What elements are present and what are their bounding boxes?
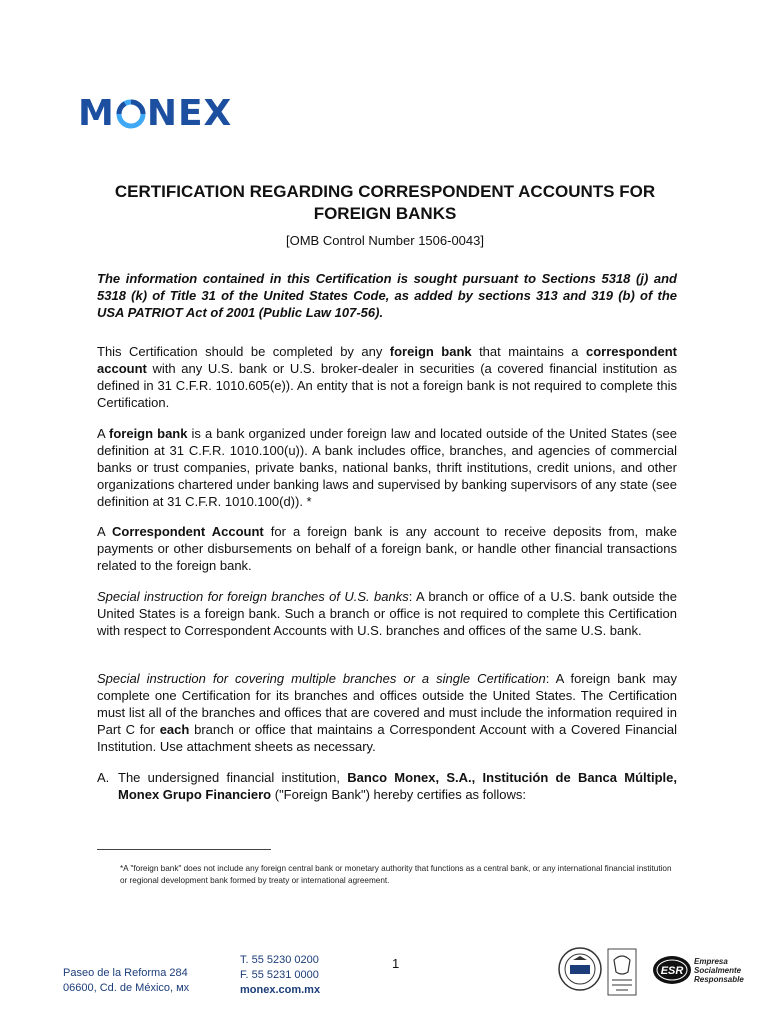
document-title [95, 181, 675, 225]
p5-bold-each: each [159, 722, 190, 737]
logo-text-nex: NEX [146, 92, 233, 134]
esr-line-1: Empresa [694, 957, 728, 966]
p1-text-c: that maintains a [471, 344, 586, 359]
dnv-certification-seal-icon [557, 946, 603, 992]
esr-line-3: Responsable [694, 975, 744, 984]
page-number: 1 [392, 956, 400, 971]
p5-text-b: : A foreign bank may complete one Certification for its branches and offices outside the United States. The Certification must list all of the branches and offices that are covered and must include the information required in Part C for [97, 671, 677, 737]
title-line-2: FOREIGN BANKS [313, 204, 457, 223]
p1-text-e: with any U.S. bank or U.S. broker-dealer in securities (a covered financial institution as defined in 31 C.F.R. 1010.605(e)). An entity that is not a foreign bank is not required to complete this Certification. [97, 361, 677, 410]
accreditation-seal-icon [607, 948, 637, 996]
paragraph-who-completes [97, 343, 677, 411]
footer-phone: T. 55 5230 0200 [240, 954, 319, 966]
paragraph-foreign-bank-definition [97, 425, 677, 510]
p4-italic-heading: Special instruction for foreign branches of U.S. banks [97, 589, 409, 604]
paragraph-special-instruction-us-banks [97, 588, 677, 639]
p3-text-c: for a foreign bank is any account to receive deposits from, make payments or other disbursements on behalf of a foreign bank, or handle other financial transactions related to the foreign bank. [97, 524, 677, 573]
esr-badge-text: ESR [660, 965, 684, 977]
intro-paragraph: The information contained in this Certification is sought pursuant to Sections 5318 (j) and 5318 (k) of Title 31 of the United States Code, as added by sections 313 and 319 (b) of the USA PATRIOT Act of 2001 (Public Law 107-56). [97, 271, 677, 320]
p1-bold-correspondent-account: correspondent account [97, 344, 677, 376]
section-a-label: A. [97, 770, 110, 785]
paragraph-correspondent-account-definition [97, 523, 677, 574]
footer-website-link[interactable]: monex.com.mx [240, 984, 321, 996]
esr-caption [694, 957, 744, 984]
paragraph-special-instruction-branches [97, 670, 677, 755]
section-a-certification [97, 769, 677, 803]
address-line-2: 06600, Cd. de México, мх [63, 982, 190, 994]
p3-bold-correspondent-account: Correspondent Account [112, 524, 264, 539]
p5-italic-heading: Special instruction for covering multiple branches or a single Certification [97, 671, 546, 686]
section-a-institution-name: Banco Monex, S.A., Institución de Banca Múltiple, Monex Grupo Financiero [118, 770, 677, 802]
footer-fax: F. 55 5231 0000 [240, 969, 319, 981]
p5-text-d: branch or office that maintains a Correspondent Account with a Covered Financial Institution. Use attachment sheets as necessary. [97, 722, 677, 754]
p3-text-a: A [97, 524, 112, 539]
p1-text-a: This Certification should be completed by any [97, 344, 390, 359]
section-a-text-c: ("Foreign Bank") hereby certifies as follows: [271, 787, 527, 802]
footnote-divider [97, 849, 271, 850]
esr-line-2: Socialmente [694, 966, 742, 975]
footer-contact [240, 953, 320, 998]
section-a-text [118, 769, 677, 803]
section-a-text-a: The undersigned financial institution, [118, 770, 348, 785]
p2-bold-foreign-bank: foreign bank [109, 426, 188, 441]
address-line-1: Paseo de la Reforma 284 [63, 967, 188, 979]
logo-text-m: M [78, 92, 115, 134]
esr-badge-icon [652, 954, 692, 986]
p1-bold-foreign-bank: foreign bank [389, 344, 472, 359]
footer-address [63, 966, 189, 996]
p2-text-c: is a bank organized under foreign law and located outside of the United States (see definition at 31 C.F.R. 1010.100(u)). A bank includes office, branches, and agencies of commercial banks or trust companies, private banks, national banks, thrift institutions, credit unions, and other organizations chartered under banking laws and supervised by banking supervisors of any state (see definition at 31 C.F.R. 1010.100(d)). * [97, 426, 677, 509]
p4-text-b: : A branch or office of a U.S. bank outside the United States is a foreign bank. Such a branch or office is not required to complete this Certification with respect to Correspondent Accounts with U.S. branches and offices of the same U.S. bank. [97, 589, 677, 638]
monex-logo [78, 93, 232, 133]
logo-ring-icon [116, 99, 146, 129]
p2-text-a: A [97, 426, 110, 441]
footnote: *A "foreign bank" does not include any foreign central bank or monetary authority that functions as a central bank, or any international financial institution or regional development bank formed by treaty or international agreement. [120, 864, 672, 885]
omb-control-number: [OMB Control Number 1506-0043] [286, 233, 484, 248]
title-line-1: CERTIFICATION REGARDING CORRESPONDENT ACCOUNTS FOR [114, 182, 656, 201]
